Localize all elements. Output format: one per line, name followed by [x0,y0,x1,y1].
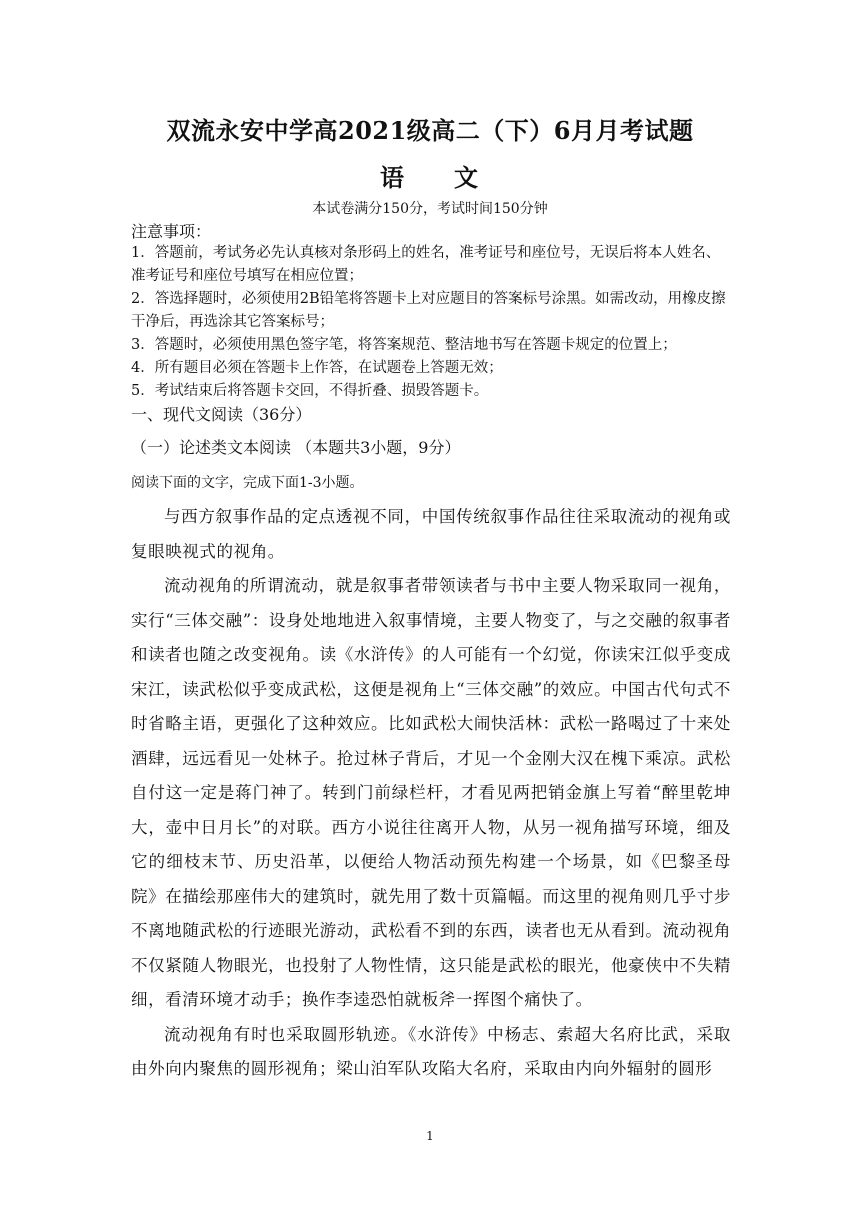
exam-info: 本试卷满分150分，考试时间150分钟 [312,201,548,217]
notice-heading: 注意事项： [131,222,212,241]
notice-item: 1．答题前，考试务必先认真核对条形码上的姓名，准考证号和座位号，无误后将本人姓名、准考证号和座位号填写在相应位置； [131,245,721,284]
exam-title: 双流永安中学高2021级高二（下）6月月考试题 [166,116,694,145]
subject-title [0,158,860,193]
passage-paragraph: 流动视角有时也采取圆形轨迹。《水浒传》中杨志、索超大名府比武，采取由外向内聚焦的圆形视角；梁山泊军队攻陷大名府，采取由内向外辐射的圆形 [131,1024,731,1078]
notice-item: 3．答题时，必须使用黑色签字笔，将答案规范、整洁地书写在答题卡规定的位置上； [131,337,677,353]
page-number: 1 [426,1129,434,1143]
notice-item: 2．答选择题时，必须使用2B铅笔将答题卡上对应题目的答案标号涂黑。如需改动，用橡皮擦干净后，再选涂其它答案标号； [131,291,726,330]
passage-paragraph: 流动视角的所谓流动，就是叙事者带领读者与书中主要人物采取同一视角，实行“三体交融”：设身处地地进入叙事情境，主要人物变了，与之交融的叙事者和读者也随之改变视角。读《水浒传》的人可能有一个幻觉，你读宋江似乎变成宋江，读武松似乎变成武松，这便是视角上“三体交融”的效应。中国古代句式不时省略主语，更强化了这种效应。比如武松大闹快活林：武松一路喝过了十来处酒肆，远远看见一处林子。抢过林子背后，才见一个金刚大汉在槐下乘凉。武松自付这一定是蒋门神了。转到门前绿栏杆，才看见两把销金旗上写着“醉里乾坤大，壶中日月长”的对联。西方小说往往离开人物，从另一视角描写环境，细及它的细枝末节、历史沿革，以便给人物活动预先构建一个场景，如《巴黎圣母院》在描绘那座伟大的建筑时，就先用了数十页篇幅。而这里的视角则几乎寸步不离地随武松的行迹眼光游动，武松看不到的东西，读者也无从看到。流动视角不仅紧随人物眼光，也投射了人物性情，这只能是武松的眼光，他豪侠中不失精细，看清环境才动手；换作李逵恐怕就板斧一挥图个痛快了。 [131,576,731,1009]
notice-item: 5．考试结束后将答题卡交回，不得折叠、损毁答题卡。 [131,383,489,399]
notice-list [131,242,731,403]
reading-passage [131,500,731,1087]
section-heading: 一、现代文阅读（36分） [131,405,312,424]
reading-instruction: 阅读下面的文字，完成下面1-3小题。 [131,475,364,491]
passage-paragraph: 与西方叙事作品的定点透视不同，中国传统叙事作品往往采取流动的视角或复眼映视式的视角。 [131,507,731,561]
subject-char-left: 语 [380,163,406,192]
notice-item: 4．所有题目必须在答题卡上作答，在试题卷上答题无效； [131,360,503,376]
subject-char-right: 文 [454,163,480,192]
subsection-heading: （一）论述类文本阅读 （本题共3小题，9分） [131,438,461,457]
